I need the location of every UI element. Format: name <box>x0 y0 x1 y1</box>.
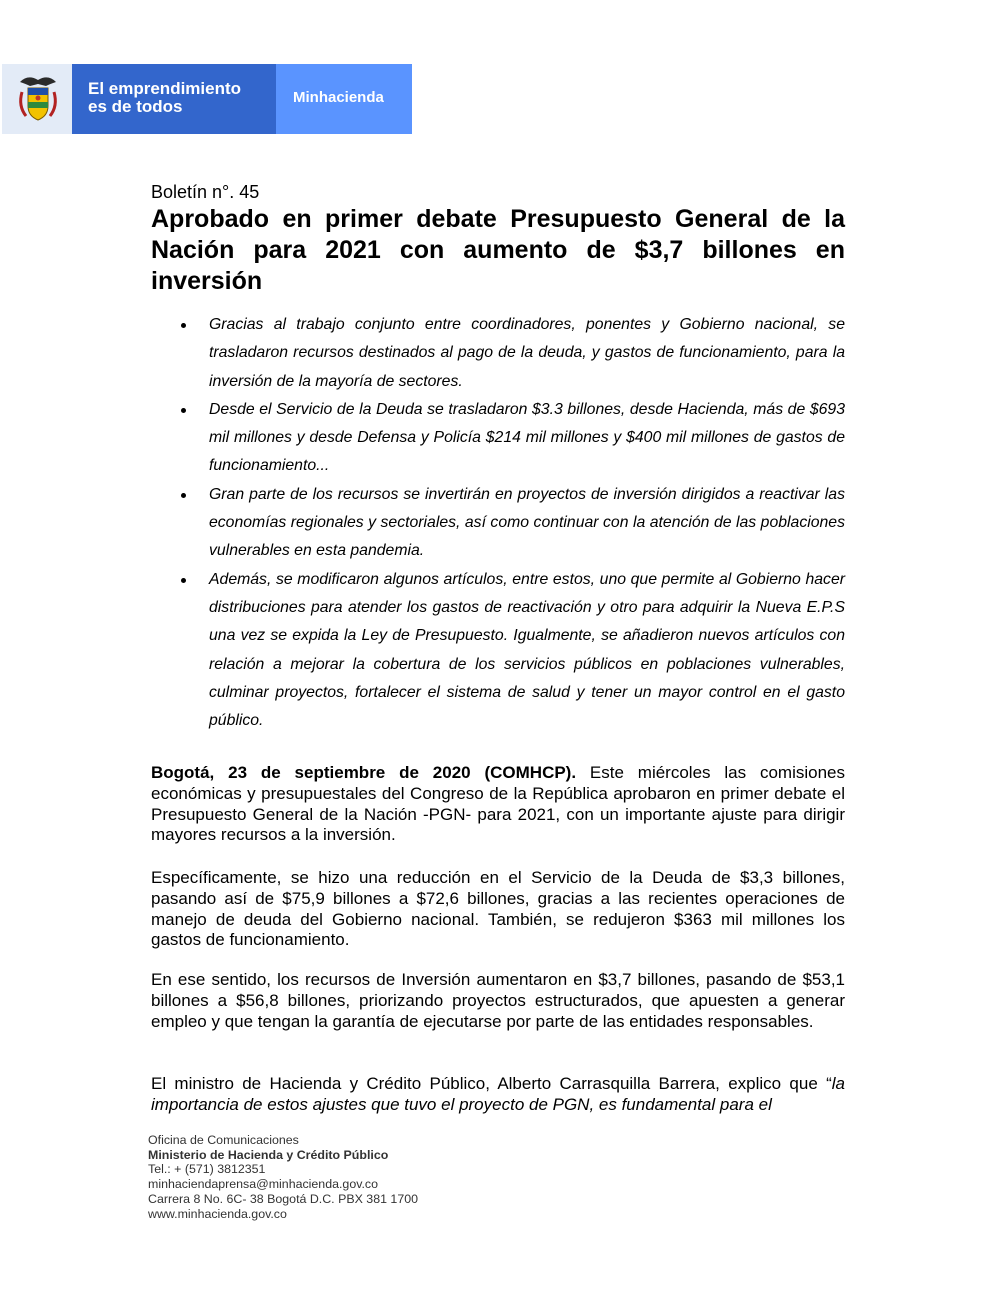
tagline-line1: El emprendimiento <box>88 79 242 98</box>
bullet-icon <box>181 578 186 583</box>
body-paragraph-2: Específicamente, se hizo una reducción en el Servicio de la Deuda de $3,3 billones, pasando así de $75,9 billones a $72,6 billones, gracias a las recientes operaciones de manejo de deuda del Gobierno nacional. También, se redujeron $363 mil millones los gastos de funcionamiento. <box>151 868 845 950</box>
highlights-list <box>151 311 845 735</box>
highlight-item <box>151 311 845 396</box>
body-paragraph-1 <box>151 763 845 846</box>
dateline: Bogotá, 23 de septiembre de 2020 (COMHCP). <box>151 763 577 782</box>
highlight-text: Gran parte de los recursos se invertirán en proyectos de inversión dirigidos a reactivar las economías regionales y sectoriales, así como continuar con la atención de las poblaciones vulnerables en esta pandemia. <box>209 485 845 560</box>
tagline <box>88 80 241 116</box>
brand-name: Minhacienda <box>293 89 384 106</box>
footer-address: Carrera 8 No. 6C- 38 Bogotá D.C. PBX 381 1700 <box>148 1191 418 1206</box>
bullet-icon <box>181 493 186 498</box>
bullet-icon <box>181 323 186 328</box>
header-banner <box>2 64 412 134</box>
highlight-item <box>151 566 845 736</box>
headline: Aprobado en primer debate Presupuesto General de la Nación para 2021 con aumento de $3,7 billones en inversión <box>151 205 845 295</box>
coat-of-arms-icon <box>14 72 62 126</box>
tagline-line2: es de todos <box>88 97 183 116</box>
footer-ministry: Ministerio de Hacienda y Crédito Público <box>148 1147 389 1162</box>
brand-panel <box>276 64 412 134</box>
footer-email[interactable]: minhaciendaprensa@minhacienda.gov.co <box>148 1177 379 1192</box>
footer-phone: Tel.: + (571) 3812351 <box>148 1162 266 1177</box>
bullet-icon <box>181 408 186 413</box>
body-paragraph-4 <box>151 1074 845 1116</box>
minister-quote: la importancia de estos ajustes que tuvo el proyecto de PGN, es fundamental para el <box>151 1074 845 1114</box>
footer-office: Oficina de Comunicaciones <box>148 1133 299 1147</box>
highlight-item <box>151 396 845 481</box>
body-paragraph-3: En ese sentido, los recursos de Inversión aumentaron en $3,7 billones, pasando de $53,1 billones a $56,8 billones, priorizando proyectos estructurados, que apuesten a generar empleo y que tengan la garantía de ejecutarse por parte de las entidades responsables. <box>151 970 845 1031</box>
highlight-text: Además, se modificaron algunos artículos, entre estos, uno que permite al Gobierno hacer distribuciones para atender los gastos de reactivación y otro para adquirir la Nueva E.P.S una vez se expida la Ley de Presupuesto. Igualmente, se añadieron nuevos artículos con relación a mejorar la cobertura de los servicios públicos en poblaciones vulnerables, culminar proyectos, fortalecer el sistema de salud y tener un mayor control en el gasto público. <box>209 570 845 730</box>
tagline-panel <box>72 64 276 134</box>
paragraph-text: El ministro de Hacienda y Crédito Público, Alberto Carrasquilla Barrera, explico que “ <box>151 1074 832 1093</box>
footer-website[interactable]: www.minhacienda.gov.co <box>148 1206 287 1221</box>
coat-of-arms-panel <box>2 64 72 134</box>
paragraph-text: Este miércoles las comisiones económicas y presupuestales del Congreso de la República aprobaron en primer debate el Presupuesto General de la Nación -PGN- para 2021, con un importante ajuste para dirigir mayores recursos a la inversión. <box>151 763 845 845</box>
highlight-text: Desde el Servicio de la Deuda se trasladaron $3.3 billones, desde Hacienda, más de $693 mil millones y desde Defensa y Policía $214 mil millones y $400 mil millones de gastos de funcionamiento... <box>209 400 845 475</box>
highlight-text: Gracias al trabajo conjunto entre coordinadores, ponentes y Gobierno nacional, se trasladaron recursos destinados al pago de la deuda, y gastos de funcionamiento, para la inversión de la mayoría de sectores. <box>209 316 845 390</box>
bulletin-number: Boletín n°. 45 <box>151 182 260 202</box>
highlight-item <box>151 481 845 566</box>
footer-contact <box>148 1133 418 1221</box>
